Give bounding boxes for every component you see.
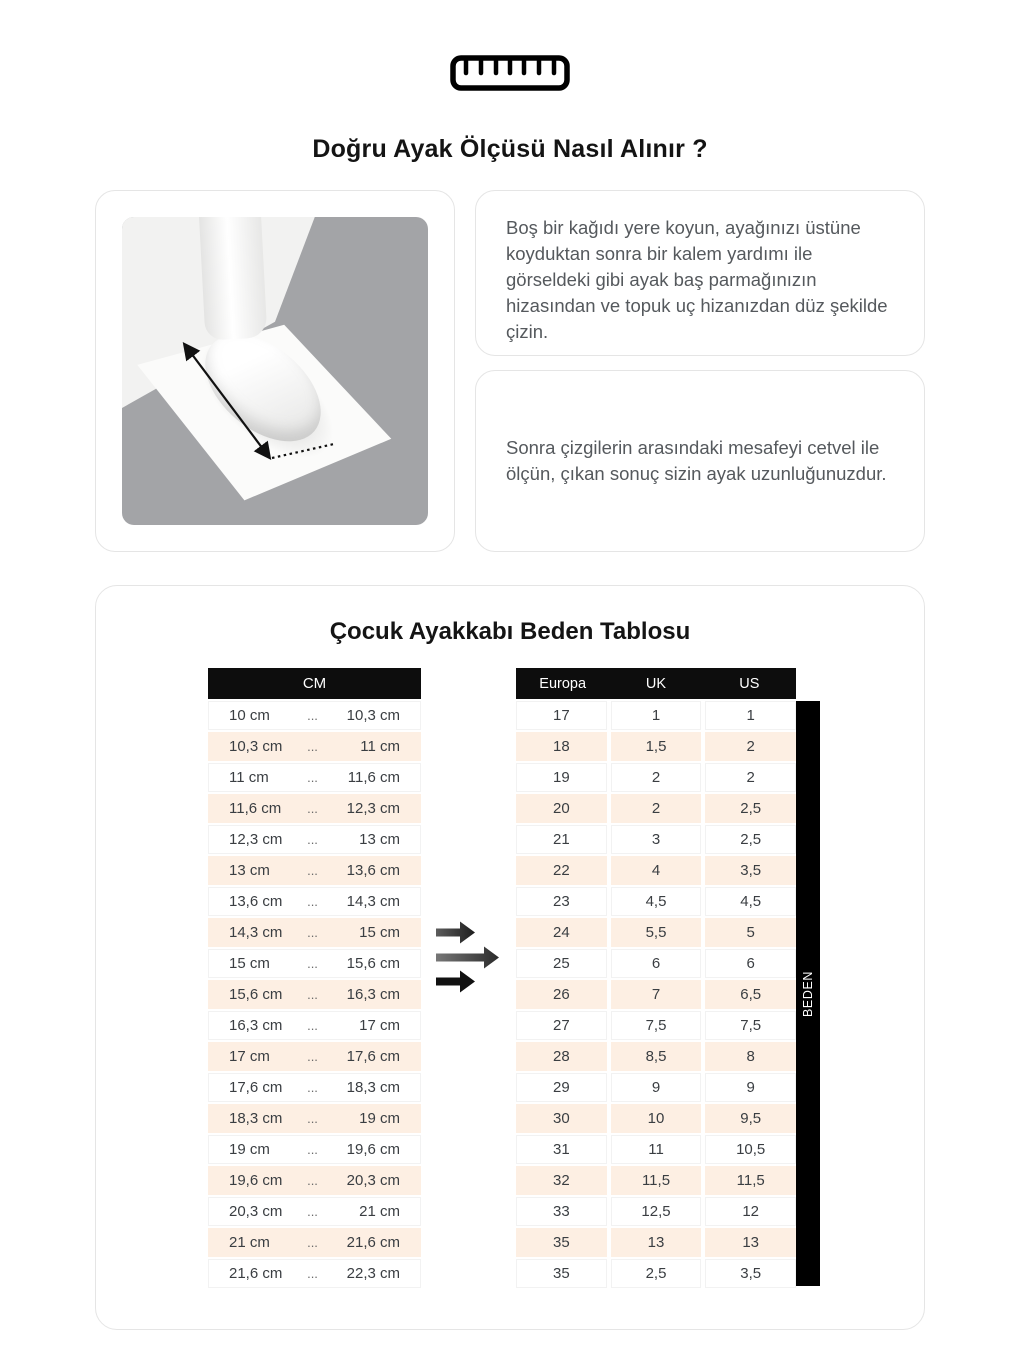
intl-size-cell: 22 (516, 856, 607, 885)
cm-value-from: 11 cm (229, 769, 269, 786)
cm-value-from: 20,3 cm (229, 1203, 283, 1220)
intl-size-cell: 9 (705, 1073, 796, 1102)
intl-size-cell: 17 (516, 701, 607, 730)
cm-table-row (208, 1135, 421, 1164)
intl-size-cell: 33 (516, 1197, 607, 1226)
cm-table-row (208, 918, 421, 947)
cm-value-to: 11,6 cm (347, 769, 400, 786)
howto-step-1: Boş bir kağıdı yere koyun, ayağınızı üstüne koyduktan sonra bir kalem yardımı ile görseldeki gibi ayak baş parmağınızın hizasından ve topuk uç hizanızdan düz şekilde çizin. (475, 190, 925, 356)
intl-size-cell: 20 (516, 794, 607, 823)
cm-value-from: 11,6 cm (229, 800, 282, 817)
intl-table-row (516, 763, 796, 792)
range-dots: ... (307, 801, 318, 816)
intl-size-cell: 30 (516, 1104, 607, 1133)
beden-side-label (796, 701, 820, 1286)
cm-value-to: 15 cm (359, 924, 400, 941)
cm-value-to: 11 cm (360, 738, 400, 755)
intl-size-cell: 7,5 (705, 1011, 796, 1040)
intl-size-cell: 25 (516, 949, 607, 978)
intl-size-cell: 3 (611, 825, 702, 854)
intl-size-cell: 31 (516, 1135, 607, 1164)
foot-photo-card (95, 190, 455, 552)
intl-size-cell: 35 (516, 1259, 607, 1288)
range-dots: ... (307, 956, 318, 971)
intl-size-cell: 2 (611, 794, 702, 823)
cm-table-row (208, 1197, 421, 1226)
cm-table-row (208, 949, 421, 978)
intl-table-row (516, 1073, 796, 1102)
range-dots: ... (307, 1111, 318, 1126)
intl-table-header (516, 668, 796, 699)
intl-size-table (516, 668, 796, 1288)
intl-size-cell: 9,5 (705, 1104, 796, 1133)
cm-table-row (208, 732, 421, 761)
cm-value-from: 17 cm (229, 1048, 270, 1065)
cm-value-to: 20,3 cm (346, 1172, 400, 1189)
intl-size-cell: 12,5 (611, 1197, 702, 1226)
intl-table-row (516, 1104, 796, 1133)
cm-value-to: 21 cm (359, 1203, 400, 1220)
intl-size-cell: 1,5 (611, 732, 702, 761)
ruler-icon (0, 54, 1020, 97)
intl-table-row (516, 1228, 796, 1257)
intl-table-row (516, 1259, 796, 1288)
intl-size-cell: 24 (516, 918, 607, 947)
intl-size-cell: 5 (705, 918, 796, 947)
intl-table-row (516, 918, 796, 947)
intl-size-cell: 4 (611, 856, 702, 885)
intl-table-row (516, 887, 796, 916)
cm-value-from: 10 cm (229, 707, 270, 724)
cm-value-to: 22,3 cm (346, 1265, 400, 1282)
range-dots: ... (307, 1266, 318, 1281)
cm-value-from: 16,3 cm (229, 1017, 283, 1034)
cm-value-to: 21,6 cm (346, 1234, 400, 1251)
cm-value-from: 21,6 cm (229, 1265, 283, 1282)
intl-size-cell: 13 (705, 1228, 796, 1257)
intl-table-row (516, 825, 796, 854)
cm-table-row (208, 1228, 421, 1257)
page-header (0, 0, 1020, 164)
intl-size-cell: 2,5 (705, 825, 796, 854)
intl-table-row (516, 1135, 796, 1164)
intl-size-cell: 4,5 (705, 887, 796, 916)
intl-table-row (516, 949, 796, 978)
intl-size-cell: 26 (516, 980, 607, 1009)
cm-table-row (208, 856, 421, 885)
cm-table-row (208, 794, 421, 823)
cm-table-row (208, 825, 421, 854)
cm-value-from: 15,6 cm (229, 986, 283, 1003)
intl-size-cell: 21 (516, 825, 607, 854)
cm-table-row (208, 1259, 421, 1288)
cm-value-to: 14,3 cm (346, 893, 400, 910)
intl-size-cell: 2 (611, 763, 702, 792)
mapping-arrows-icon (428, 920, 513, 1000)
intl-size-cell: 18 (516, 732, 607, 761)
intl-size-cell: 5,5 (611, 918, 702, 947)
range-dots: ... (307, 1018, 318, 1033)
range-dots: ... (307, 770, 318, 785)
tables-area (96, 668, 924, 1329)
intl-size-cell: 28 (516, 1042, 607, 1071)
intl-size-cell: 10 (611, 1104, 702, 1133)
cm-value-to: 19 cm (359, 1110, 400, 1127)
intl-size-cell: 19 (516, 763, 607, 792)
intl-size-cell: 23 (516, 887, 607, 916)
cm-value-from: 18,3 cm (229, 1110, 283, 1127)
measurement-arrow (122, 217, 428, 517)
cm-table (208, 668, 421, 1288)
range-dots: ... (307, 894, 318, 909)
cm-table-row (208, 1011, 421, 1040)
cm-value-from: 13 cm (229, 862, 270, 879)
intl-size-cell: 35 (516, 1228, 607, 1257)
intl-table-row (516, 980, 796, 1009)
cm-value-from: 15 cm (229, 955, 270, 972)
intl-table-row (516, 1011, 796, 1040)
cm-value-to: 13 cm (359, 831, 400, 848)
size-table-title: Çocuk Ayakkabı Beden Tablosu (329, 618, 691, 645)
howto-text-column (475, 190, 925, 552)
size-table-card (95, 585, 925, 1330)
intl-size-cell: 29 (516, 1073, 607, 1102)
intl-table-row (516, 856, 796, 885)
intl-size-cell: 11 (611, 1135, 702, 1164)
range-dots: ... (307, 1049, 318, 1064)
intl-size-cell: 9 (611, 1073, 702, 1102)
cm-value-to: 18,3 cm (346, 1079, 400, 1096)
intl-size-cell: 6 (611, 949, 702, 978)
intl-size-cell: 8,5 (611, 1042, 702, 1071)
intl-header-uk: UK (645, 675, 667, 692)
howto-step-2: Sonra çizgilerin arasındaki mesafeyi cetvel ile ölçün, çıkan sonuç sizin ayak uzunluğunuzdur. (475, 370, 925, 552)
range-dots: ... (307, 1080, 318, 1095)
intl-table-row (516, 1197, 796, 1226)
intl-size-cell: 2,5 (705, 794, 796, 823)
intl-size-cell: 7 (611, 980, 702, 1009)
intl-size-cell: 1 (611, 701, 702, 730)
cm-table-row (208, 1104, 421, 1133)
intl-table-row (516, 1042, 796, 1071)
cm-table-row (208, 701, 421, 730)
intl-size-cell: 8 (705, 1042, 796, 1071)
range-dots: ... (307, 832, 318, 847)
intl-size-cell: 2 (705, 732, 796, 761)
intl-size-cell: 10,5 (705, 1135, 796, 1164)
intl-size-cell: 3,5 (705, 856, 796, 885)
intl-table-row (516, 1166, 796, 1195)
intl-size-cell: 6,5 (705, 980, 796, 1009)
cm-value-to: 12,3 cm (346, 800, 400, 817)
cm-value-from: 21 cm (229, 1234, 270, 1251)
range-dots: ... (307, 1235, 318, 1250)
cm-value-to: 15,6 cm (346, 955, 400, 972)
intl-size-cell: 1 (705, 701, 796, 730)
cm-table-row (208, 887, 421, 916)
cm-table-row (208, 1042, 421, 1071)
cm-value-to: 13,6 cm (346, 862, 400, 879)
intl-size-cell: 3,5 (705, 1259, 796, 1288)
range-dots: ... (307, 863, 318, 878)
intl-table-row (516, 794, 796, 823)
cm-value-from: 14,3 cm (229, 924, 283, 941)
cm-value-to: 10,3 cm (346, 707, 400, 724)
range-dots: ... (307, 739, 318, 754)
cm-value-from: 19,6 cm (229, 1172, 283, 1189)
cm-table-row (208, 1166, 421, 1195)
cm-value-from: 13,6 cm (229, 893, 283, 910)
foot-measure-photo (122, 217, 428, 525)
cm-table-header: CM (208, 668, 421, 699)
range-dots: ... (307, 925, 318, 940)
intl-size-cell: 12 (705, 1197, 796, 1226)
cm-value-to: 16,3 cm (346, 986, 400, 1003)
intl-size-cell: 4,5 (611, 887, 702, 916)
cm-value-from: 19 cm (229, 1141, 270, 1158)
cm-value-from: 17,6 cm (229, 1079, 283, 1096)
beden-label-text: BEDEN (801, 970, 816, 1017)
range-dots: ... (307, 1204, 318, 1219)
intl-size-cell: 27 (516, 1011, 607, 1040)
range-dots: ... (307, 1142, 318, 1157)
intl-table-row (516, 701, 796, 730)
dotted-toe-line (272, 444, 334, 458)
intl-table-body (516, 701, 796, 1288)
intl-size-cell: 11,5 (705, 1166, 796, 1195)
cm-table-body (208, 701, 421, 1288)
cm-value-from: 10,3 cm (229, 738, 283, 755)
range-dots: ... (307, 1173, 318, 1188)
page-title: Doğru Ayak Ölçüsü Nasıl Alınır ? (312, 135, 708, 163)
intl-size-cell: 32 (516, 1166, 607, 1195)
intl-size-cell: 2 (705, 763, 796, 792)
intl-size-cell: 11,5 (611, 1166, 702, 1195)
intl-size-cell: 2,5 (611, 1259, 702, 1288)
range-dots: ... (307, 708, 318, 723)
intl-header-europa: Europa (539, 675, 587, 692)
intl-header-us: US (739, 675, 760, 692)
intl-size-cell: 7,5 (611, 1011, 702, 1040)
howto-section (95, 190, 925, 552)
cm-table-row (208, 763, 421, 792)
cm-table-row (208, 1073, 421, 1102)
cm-value-to: 17,6 cm (346, 1048, 400, 1065)
range-dots: ... (307, 987, 318, 1002)
intl-size-cell: 6 (705, 949, 796, 978)
intl-size-cell: 13 (611, 1228, 702, 1257)
cm-value-to: 19,6 cm (346, 1141, 400, 1158)
intl-table-row (516, 732, 796, 761)
cm-value-from: 12,3 cm (229, 831, 283, 848)
cm-table-row (208, 980, 421, 1009)
cm-value-to: 17 cm (359, 1017, 400, 1034)
